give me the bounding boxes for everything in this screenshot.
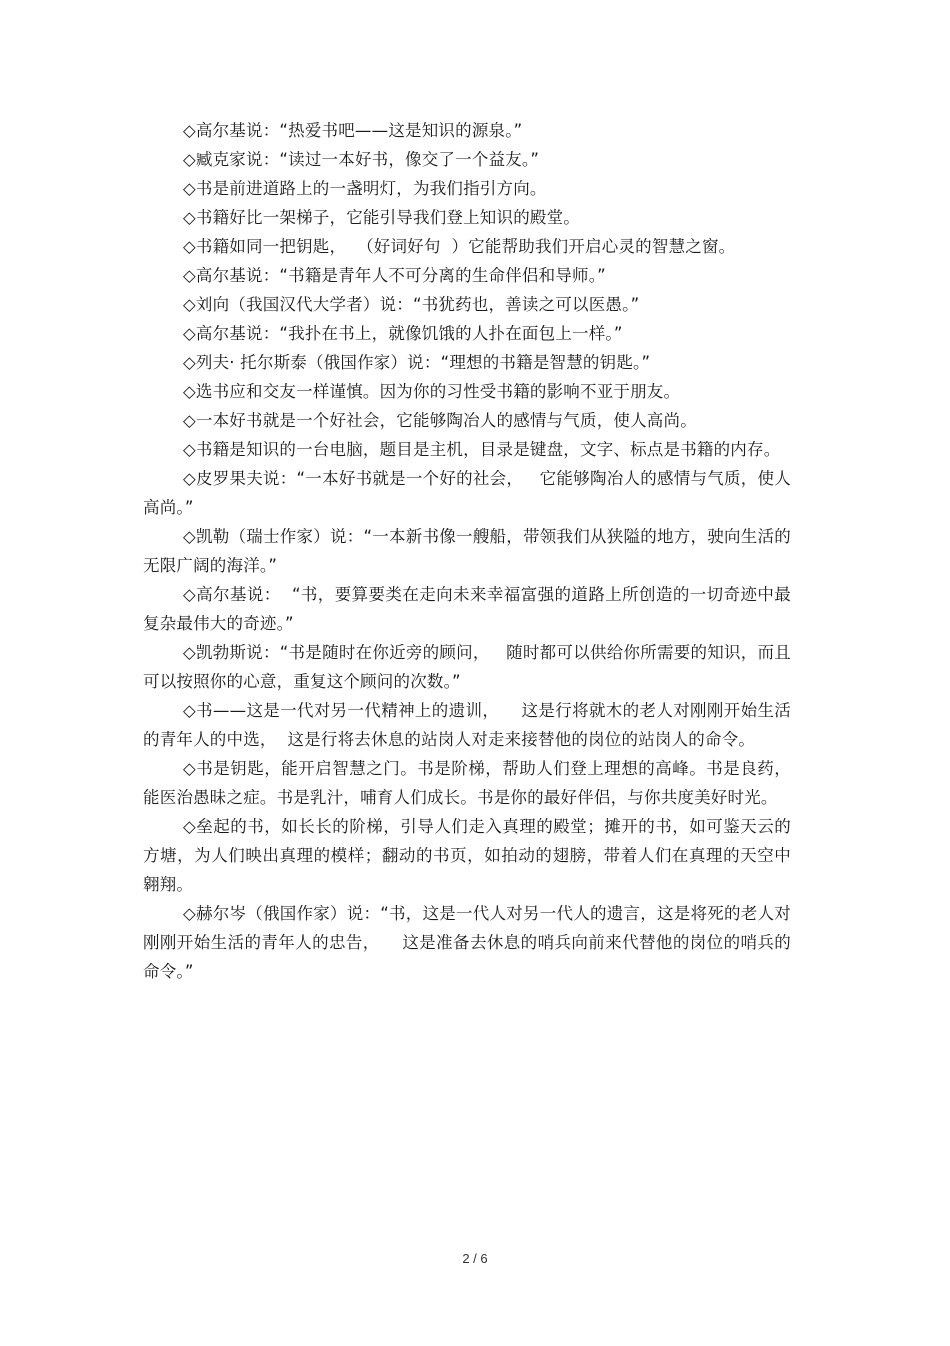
quote-paragraph: ◇书籍是知识的一台电脑，题目是主机，目录是键盘，文字、标点是书籍的内存。 <box>183 440 781 459</box>
quote-paragraph: ◇高尔基说：“我扑在书上，就像饥饿的人扑在面包上一样。” <box>183 324 623 343</box>
quote-paragraph: ◇刘向（我国汉代大学者）说：“书犹药也，善读之可以医愚。” <box>183 295 640 314</box>
quote-paragraph: ◇高尔基说：“书籍是青年人不可分离的生命伴侣和导师。” <box>183 266 606 285</box>
quote-paragraph: ◇书是前进道路上的一盏明灯，为我们指引方向。 <box>183 179 547 198</box>
quote-paragraph: ◇高尔基说：“热爱书吧——这是知识的源泉。” <box>183 121 523 140</box>
quote-paragraph: ◇皮罗果夫说：“一本好书就是一个好的社会， 它能够陶冶人的感情与气质，使人高尚。” <box>143 469 791 517</box>
page-number: 2 / 6 <box>462 1251 488 1266</box>
quote-paragraph: ◇一本好书就是一个好社会，它能够陶冶人的感情与气质，使人高尚。 <box>183 411 697 430</box>
quote-list <box>143 116 791 986</box>
quote-paragraph: ◇凯勃斯说：“书是随时在你近旁的顾问， 随时都可以供给你所需要的知识，而且可以按照你的心意，重复这个顾问的次数。” <box>143 643 791 691</box>
quote-paragraph: ◇书籍好比一架梯子，它能引导我们登上知识的殿堂。 <box>183 208 580 227</box>
quote-paragraph: ◇高尔基说： “书，要算要类在走向未来幸福富强的道路上所创造的一切奇迹中最复杂最伟大的奇迹。” <box>143 585 791 633</box>
quote-paragraph: ◇书——这是一代对另一代精神上的遗训， 这是行将就木的老人对刚刚开始生活的青年人的中选， 这是行将去休息的站岗人对走来接替他的岗位的站岗人的命令。 <box>143 701 791 749</box>
quote-paragraph: ◇臧克家说：“读过一本好书，像交了一个益友。” <box>183 150 540 169</box>
quote-paragraph: ◇赫尔岑（俄国作家）说：“书，这是一代人对另一代人的遗言，这是将死的老人对刚刚开始生活的青年人的忠告， 这是准备去休息的哨兵向前来代替他的岗位的哨兵的命令。” <box>143 904 791 981</box>
quote-paragraph: ◇垒起的书，如长长的阶梯，引导人们走入真理的殿堂；摊开的书，如可鉴天云的方塘，为人们映出真理的模样；翻动的书页，如拍动的翅膀，带着人们在真理的天空中翱翔。 <box>143 817 791 894</box>
quote-paragraph: ◇选书应和交友一样谨慎。因为你的习性受书籍的影响不亚于朋友。 <box>183 382 681 401</box>
quote-paragraph: ◇书是钥匙，能开启智慧之门。书是阶梯，帮助人们登上理想的高峰。书是良药，能医治愚昧之症。书是乳汁，哺育人们成长。书是你的最好伴侣，与你共度美好时光。 <box>143 759 791 807</box>
quote-paragraph: ◇列夫· 托尔斯泰（俄国作家）说：“理想的书籍是智慧的钥匙。” <box>183 353 651 372</box>
quote-paragraph: ◇凯勒（瑞士作家）说：“一本新书像一艘船，带领我们从狭隘的地方，驶向生活的无限广阔的海洋。” <box>143 527 791 575</box>
quote-paragraph: ◇书籍如同一把钥匙， （好词好句 ）它能帮助我们开启心灵的智慧之窗。 <box>183 237 736 256</box>
